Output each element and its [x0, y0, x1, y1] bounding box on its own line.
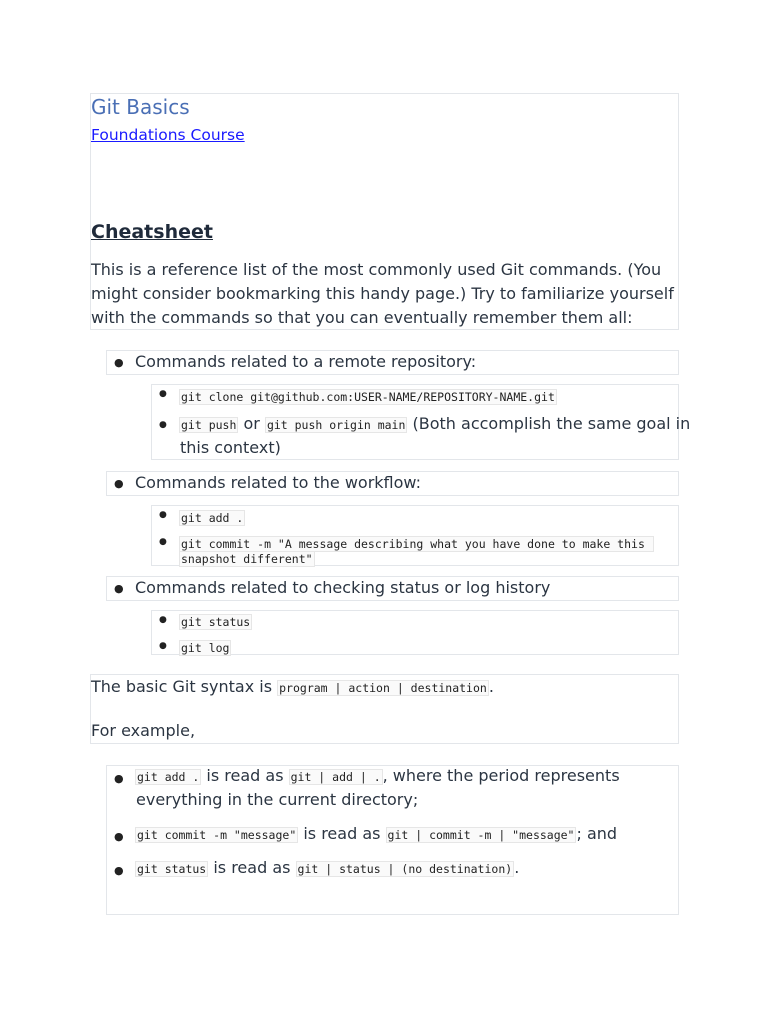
- push-note-cont: this context): [180, 438, 281, 457]
- cheatsheet-heading: Cheatsheet: [91, 221, 213, 243]
- intro-line-3: with the commands so that you can eventually remember them all:: [91, 308, 633, 327]
- example-code: git commit -m "message": [137, 828, 297, 842]
- example-rest: .: [514, 858, 520, 877]
- example-read: git | commit -m | "message": [387, 828, 575, 842]
- list-item: [179, 414, 690, 433]
- bullet: ●: [159, 641, 167, 651]
- bullet: ●: [114, 477, 124, 490]
- git-commit-code: git commit -m "A message describing what you have done to make this: [181, 537, 652, 551]
- bullet: ●: [114, 582, 124, 595]
- bullet: ●: [114, 864, 124, 877]
- bullet: ●: [159, 389, 167, 399]
- git-clone-code: git clone git@github.com:USER-NAME/REPOSITORY-NAME.git: [181, 390, 555, 404]
- example-mid: is read as: [208, 858, 296, 877]
- push-note: (Both accomplish the same goal in: [407, 414, 691, 433]
- bullet: ●: [159, 510, 167, 520]
- example-rest: ; and: [576, 824, 618, 843]
- list-item: [179, 637, 231, 656]
- syntax-line: [91, 677, 494, 696]
- git-log-code: git log: [181, 641, 230, 655]
- bullet: ●: [114, 772, 124, 785]
- syntax-code: program | action | destination: [279, 681, 487, 695]
- syntax-suffix: .: [488, 677, 494, 696]
- or-text: or: [238, 414, 265, 433]
- list-item: [179, 386, 557, 405]
- list-item: [179, 611, 252, 630]
- git-commit-code-cont: snapshot different": [181, 552, 313, 566]
- example-mid: is read as: [298, 824, 386, 843]
- git-push-code: git push: [181, 418, 237, 432]
- example-intro: For example,: [91, 721, 196, 740]
- example-item: [135, 858, 519, 877]
- example-read: git | status | (no destination): [297, 862, 513, 876]
- intro-line-2: might consider bookmarking this handy page.) Try to familiarize yourself: [91, 284, 674, 303]
- group-status-label: Commands related to checking status or log history: [135, 578, 551, 597]
- page-title: Git Basics: [91, 95, 190, 119]
- example-item-cont: everything in the current directory;: [136, 790, 419, 809]
- foundations-course-link[interactable]: Foundations Course: [91, 126, 245, 144]
- syntax-prefix: The basic Git syntax is: [91, 677, 278, 696]
- example-rest: , where the period represents: [382, 766, 620, 785]
- list-item: [179, 507, 245, 526]
- bullet: ●: [114, 356, 124, 369]
- group-workflow-label: Commands related to the workflow:: [135, 473, 422, 492]
- example-mid: is read as: [201, 766, 289, 785]
- bullet: ●: [159, 537, 167, 547]
- example-read: git | add | .: [290, 770, 381, 784]
- bullet: ●: [159, 615, 167, 625]
- bullet: ●: [159, 420, 167, 430]
- example-item: [135, 766, 620, 785]
- intro-line-1: This is a reference list of the most commonly used Git commands. (You: [91, 260, 662, 279]
- group-remote-label: Commands related to a remote repository:: [135, 352, 477, 371]
- bullet: ●: [114, 830, 124, 843]
- example-item: [135, 824, 617, 843]
- list-item-cont: [179, 548, 315, 567]
- git-status-code: git status: [181, 615, 251, 629]
- git-add-code: git add .: [181, 511, 244, 525]
- git-push-origin-code: git push origin main: [266, 418, 406, 432]
- example-code: git status: [137, 862, 207, 876]
- example-code: git add .: [137, 770, 200, 784]
